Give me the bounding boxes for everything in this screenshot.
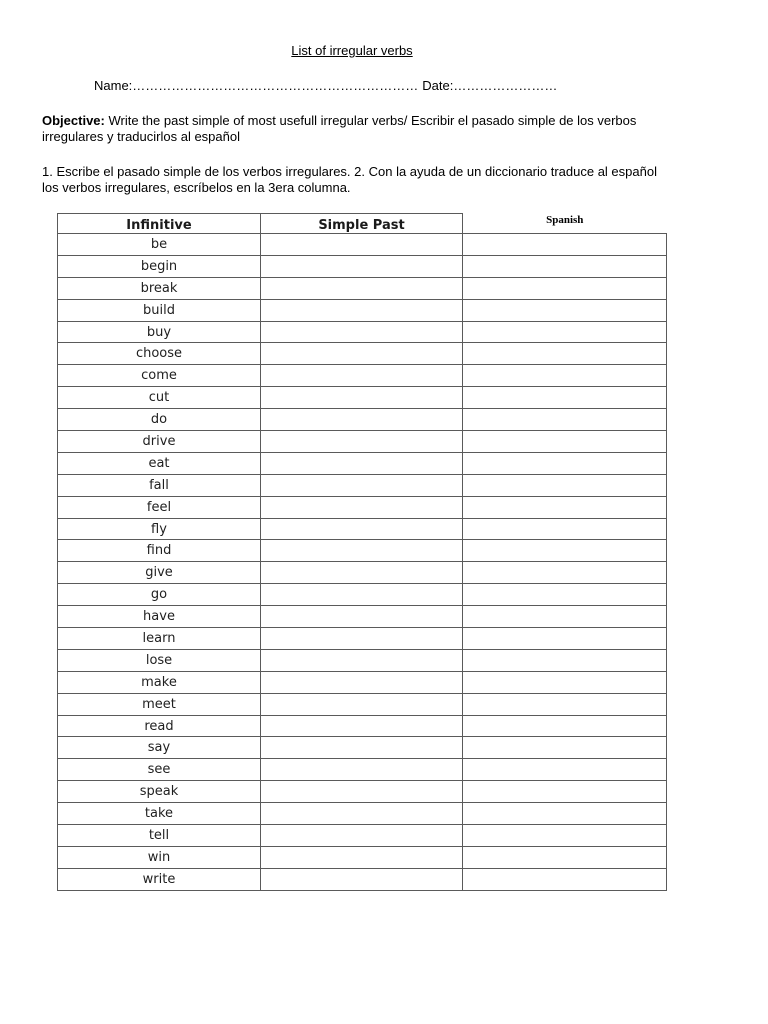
simple-past-answer-cell[interactable]	[261, 540, 463, 562]
name-date-line	[94, 78, 557, 93]
simple-past-answer-cell[interactable]	[261, 671, 463, 693]
infinitive-cell: do	[58, 409, 261, 431]
spanish-answer-cell[interactable]	[463, 234, 667, 256]
simple-past-answer-cell[interactable]	[261, 606, 463, 628]
table-row	[58, 299, 667, 321]
spanish-answer-cell[interactable]	[463, 496, 667, 518]
simple-past-answer-cell[interactable]	[261, 277, 463, 299]
table-row	[58, 518, 667, 540]
table-row	[58, 868, 667, 890]
infinitive-cell: write	[58, 868, 261, 890]
spanish-answer-cell[interactable]	[463, 825, 667, 847]
table-row	[58, 606, 667, 628]
spanish-answer-cell[interactable]	[463, 671, 667, 693]
infinitive-cell: take	[58, 803, 261, 825]
infinitive-cell: have	[58, 606, 261, 628]
infinitive-column-header: Infinitive	[58, 214, 261, 234]
infinitive-cell: lose	[58, 649, 261, 671]
simple-past-answer-cell[interactable]	[261, 452, 463, 474]
spanish-answer-cell[interactable]	[463, 431, 667, 453]
table-header-row	[58, 214, 667, 234]
table-row	[58, 759, 667, 781]
spanish-answer-cell[interactable]	[463, 628, 667, 650]
table-row	[58, 496, 667, 518]
spanish-answer-cell[interactable]	[463, 343, 667, 365]
simple-past-answer-cell[interactable]	[261, 846, 463, 868]
table-row	[58, 825, 667, 847]
simple-past-answer-cell[interactable]	[261, 649, 463, 671]
spanish-answer-cell[interactable]	[463, 255, 667, 277]
spanish-answer-cell[interactable]	[463, 803, 667, 825]
spanish-answer-cell[interactable]	[463, 452, 667, 474]
table-row	[58, 671, 667, 693]
table-row	[58, 452, 667, 474]
infinitive-cell: drive	[58, 431, 261, 453]
spanish-answer-cell[interactable]	[463, 562, 667, 584]
simple-past-column-header: Simple Past	[261, 214, 463, 234]
table-row	[58, 628, 667, 650]
spanish-answer-cell[interactable]	[463, 387, 667, 409]
infinitive-cell: choose	[58, 343, 261, 365]
spanish-answer-cell[interactable]	[463, 649, 667, 671]
simple-past-answer-cell[interactable]	[261, 409, 463, 431]
infinitive-cell: feel	[58, 496, 261, 518]
simple-past-answer-cell[interactable]	[261, 255, 463, 277]
table-row	[58, 431, 667, 453]
spanish-answer-cell[interactable]	[463, 365, 667, 387]
table-row	[58, 321, 667, 343]
spanish-answer-cell[interactable]	[463, 759, 667, 781]
simple-past-answer-cell[interactable]	[261, 496, 463, 518]
infinitive-cell: be	[58, 234, 261, 256]
table-row	[58, 255, 667, 277]
infinitive-cell: win	[58, 846, 261, 868]
simple-past-answer-cell[interactable]	[261, 737, 463, 759]
spanish-column-header: Spanish	[463, 214, 667, 234]
irregular-verbs-table	[57, 213, 667, 891]
simple-past-answer-cell[interactable]	[261, 584, 463, 606]
simple-past-answer-cell[interactable]	[261, 693, 463, 715]
table-row	[58, 846, 667, 868]
infinitive-cell: see	[58, 759, 261, 781]
verb-rows	[58, 234, 667, 891]
spanish-answer-cell[interactable]	[463, 540, 667, 562]
table-row	[58, 343, 667, 365]
objective-text: Write the past simple of most usefull irregular verbs/ Escribir el pasado simple de los verbos irregulares y traducirlos al español	[42, 113, 637, 144]
simple-past-answer-cell[interactable]	[261, 387, 463, 409]
infinitive-cell: tell	[58, 825, 261, 847]
infinitive-cell: go	[58, 584, 261, 606]
spanish-answer-cell[interactable]	[463, 277, 667, 299]
document-title: List of irregular verbs	[291, 43, 413, 58]
infinitive-cell: read	[58, 715, 261, 737]
infinitive-cell: eat	[58, 452, 261, 474]
infinitive-cell: break	[58, 277, 261, 299]
spanish-answer-cell[interactable]	[463, 606, 667, 628]
simple-past-answer-cell[interactable]	[261, 562, 463, 584]
infinitive-cell: make	[58, 671, 261, 693]
table-row	[58, 540, 667, 562]
table-row	[58, 277, 667, 299]
infinitive-cell: begin	[58, 255, 261, 277]
spanish-answer-cell[interactable]	[463, 518, 667, 540]
table-row	[58, 693, 667, 715]
table-row	[58, 649, 667, 671]
infinitive-cell: learn	[58, 628, 261, 650]
simple-past-answer-cell[interactable]	[261, 474, 463, 496]
table-row	[58, 365, 667, 387]
simple-past-answer-cell[interactable]	[261, 628, 463, 650]
simple-past-answer-cell[interactable]	[261, 321, 463, 343]
spanish-answer-cell[interactable]	[463, 737, 667, 759]
infinitive-cell: meet	[58, 693, 261, 715]
spanish-answer-cell[interactable]	[463, 584, 667, 606]
infinitive-cell: give	[58, 562, 261, 584]
table-row	[58, 584, 667, 606]
date-field-label: Date:……………………	[422, 78, 558, 93]
simple-past-answer-cell[interactable]	[261, 715, 463, 737]
simple-past-answer-cell[interactable]	[261, 431, 463, 453]
infinitive-cell: fly	[58, 518, 261, 540]
table-row	[58, 781, 667, 803]
simple-past-answer-cell[interactable]	[261, 825, 463, 847]
spanish-answer-cell[interactable]	[463, 693, 667, 715]
simple-past-answer-cell[interactable]	[261, 803, 463, 825]
infinitive-cell: build	[58, 299, 261, 321]
simple-past-answer-cell[interactable]	[261, 759, 463, 781]
spanish-answer-cell[interactable]	[463, 715, 667, 737]
spanish-answer-cell[interactable]	[463, 321, 667, 343]
simple-past-answer-cell[interactable]	[261, 518, 463, 540]
table-row	[58, 234, 667, 256]
name-field-label: Name:…………………………………………………………	[94, 78, 419, 93]
table-row	[58, 737, 667, 759]
simple-past-answer-cell[interactable]	[261, 365, 463, 387]
simple-past-answer-cell[interactable]	[261, 781, 463, 803]
simple-past-answer-cell[interactable]	[261, 868, 463, 890]
infinitive-cell: come	[58, 365, 261, 387]
table-row	[58, 803, 667, 825]
table-row	[58, 387, 667, 409]
spanish-answer-cell[interactable]	[463, 781, 667, 803]
instructions-paragraph: 1. Escribe el pasado simple de los verbos irregulares. 2. Con la ayuda de un diccionario traduce al español los verbos irregulares, escríbelos en la 3era columna.	[42, 164, 657, 195]
infinitive-cell: say	[58, 737, 261, 759]
spanish-answer-cell[interactable]	[463, 474, 667, 496]
table-row	[58, 715, 667, 737]
spanish-answer-cell[interactable]	[463, 868, 667, 890]
infinitive-cell: cut	[58, 387, 261, 409]
simple-past-answer-cell[interactable]	[261, 343, 463, 365]
simple-past-answer-cell[interactable]	[261, 299, 463, 321]
infinitive-cell: find	[58, 540, 261, 562]
table-row	[58, 562, 667, 584]
infinitive-cell: speak	[58, 781, 261, 803]
objective-paragraph	[42, 113, 662, 145]
infinitive-cell: buy	[58, 321, 261, 343]
spanish-answer-cell[interactable]	[463, 409, 667, 431]
objective-label: Objective:	[42, 113, 105, 128]
spanish-answer-cell[interactable]	[463, 846, 667, 868]
spanish-answer-cell[interactable]	[463, 299, 667, 321]
infinitive-cell: fall	[58, 474, 261, 496]
table-row	[58, 409, 667, 431]
table-row	[58, 474, 667, 496]
simple-past-answer-cell[interactable]	[261, 234, 463, 256]
